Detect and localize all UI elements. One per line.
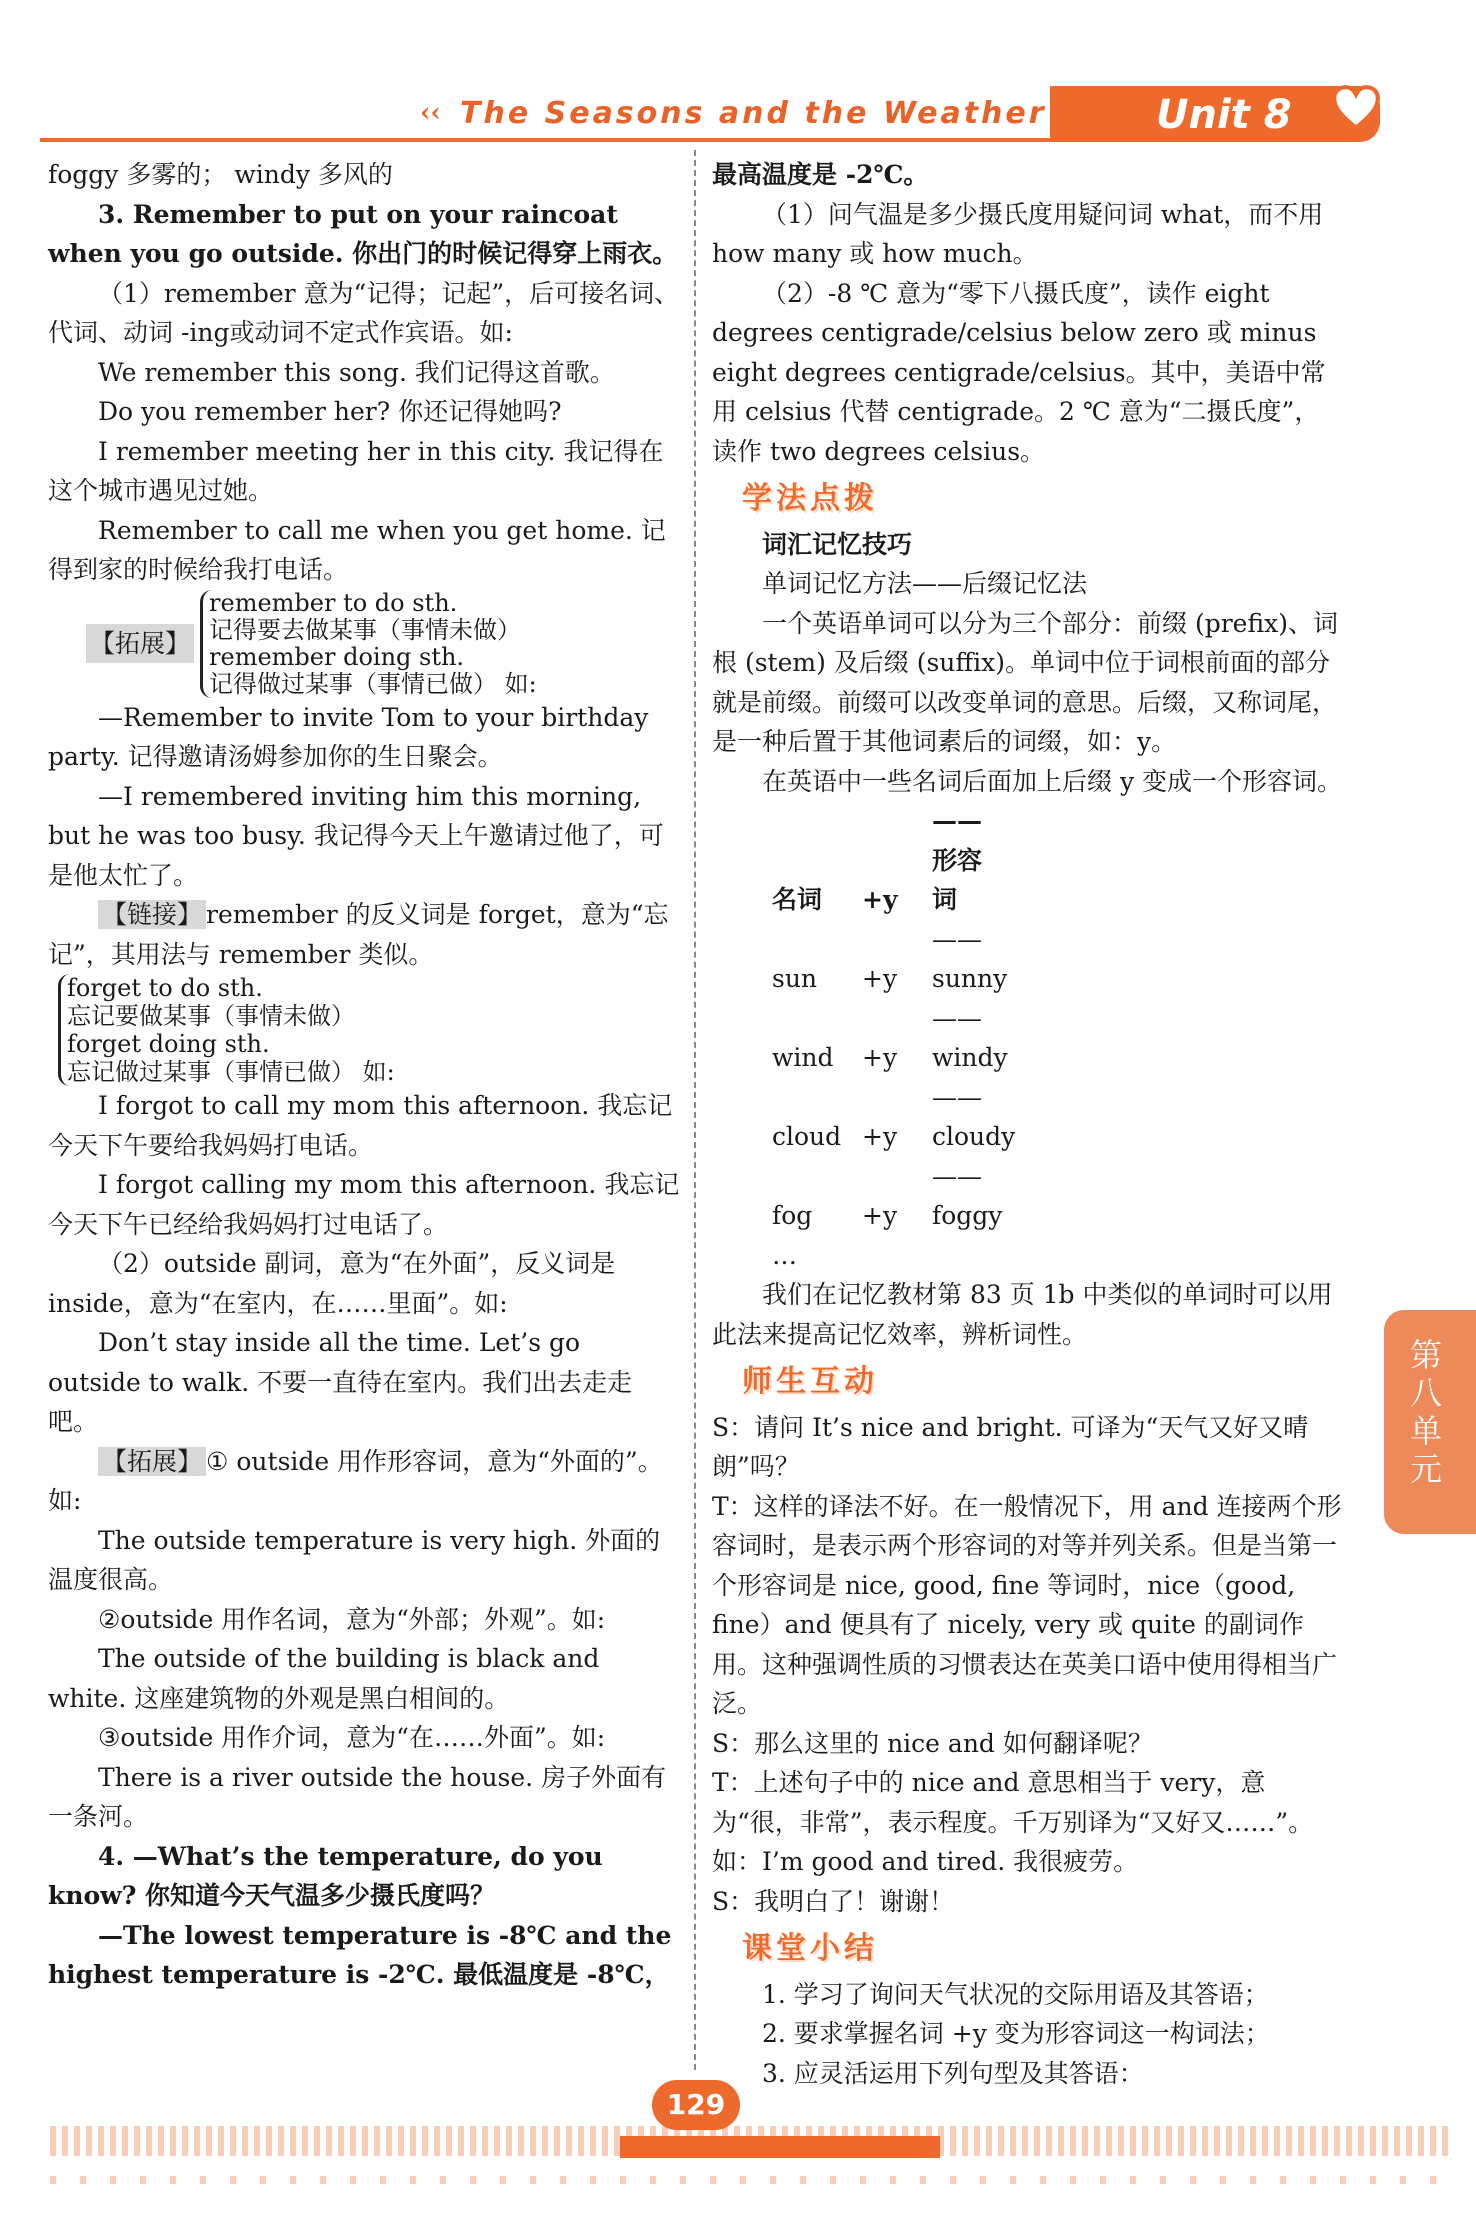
table-row (772, 1078, 1344, 1157)
dialogue-line: S：那么这里的 nice and 如何翻译呢？ (712, 1728, 1153, 1758)
text-line: foggy 多雾的； windy 多风的 (48, 160, 393, 189)
unit-side-tab (1384, 1310, 1476, 1534)
table-cell: sun (772, 964, 818, 993)
brace-item: 记得要去做某事（事情未做） (209, 615, 522, 644)
page-header (40, 86, 1440, 146)
example: Do you remember her? 你还记得她吗? (98, 397, 562, 426)
heart-icon (1330, 82, 1382, 134)
example: Remember to call me when you get home. 记得到家的时候给我打电话。 (48, 515, 666, 584)
brace-item: forget to do sth. (67, 974, 263, 1002)
brace-item: forget doing sth. (67, 1030, 270, 1058)
right-column (712, 155, 1344, 2093)
brace-item: 忘记要做某事（事情未做） (67, 1002, 355, 1030)
table-cell: +y (862, 1122, 898, 1151)
table-row (772, 801, 1344, 920)
paragraph: （1）remember 意为“记得；记起”，后可接名词、代词、动词 -ing或动词不定式作宾语。如: (48, 278, 680, 347)
table-row (772, 999, 1344, 1078)
paragraph: （1）问气温是多少摄氏度用疑问词 what，而不用 how many 或 how much。 (712, 199, 1324, 268)
table-cell: —— sunny (932, 924, 1008, 993)
brace-group (58, 974, 680, 1086)
left-column (48, 155, 680, 1995)
example: Don’t stay inside all the time. Let’s go outside to walk. 不要一直待在室内。我们出去走走吧。 (48, 1328, 633, 1436)
subheading: 单词记忆方法——后缀记忆法 (762, 569, 1088, 598)
dialogue-line: S：请问 It’s nice and bright. 可译为“天气又好又晴朗”吗？ (712, 1412, 1309, 1481)
brace-item: remember to do sth. (209, 588, 458, 617)
table-cell: —— windy (932, 1003, 1008, 1072)
side-tab-label: 第八单元 (1410, 1336, 1443, 1488)
example: There is a river outside the house. 房子外面有一条河。 (48, 1762, 667, 1831)
paragraph: 在英语中一些名词后面加上后缀 y 变成一个形容词。 (762, 766, 1343, 796)
point-4-answer: —The lowest temperature is -8℃ and the highest temperature is -2℃. 最低温度是 -8℃， (48, 1920, 672, 1989)
brace-item: 忘记做过某事（事情已做） 如: (67, 1058, 395, 1086)
page-footer (40, 2080, 1460, 2218)
unit-label: Unit 8 (1156, 92, 1292, 138)
table-cell: cloud (772, 1122, 842, 1151)
page-number: 129 (652, 2080, 740, 2130)
ellipsis: … (772, 1240, 797, 1270)
paragraph: 一个英语单词可以分为三个部分：前缀 (prefix)、词根 (stem) 及后缀 (suffix)。单词中位于词根前面的部分就是前缀。前缀可以改变单词的意思。后缀，又称词尾，是一种后置于其他词素后的词缀，如：y。 (712, 608, 1338, 756)
header-rule (40, 138, 1360, 142)
table-cell: +y (862, 1043, 898, 1072)
example: —I remembered inviting him this morning, but he was too busy. 我记得今天上午邀请过他了，可是他太忙了。 (48, 781, 664, 890)
table-row (772, 1157, 1344, 1236)
example: I forgot calling my mom this afternoon. 我忘记今天下午已经给我妈妈打过电话了。 (48, 1170, 680, 1239)
paragraph: 我们在记忆教材第 83 页 1b 中类似的单词时可以用此法来提高记忆效率，辨析词性。 (712, 1280, 1333, 1349)
table-cell: —— foggy (932, 1161, 1003, 1230)
brace-item: remember doing sth. (209, 642, 465, 671)
table-cell: fog (772, 1201, 813, 1230)
example: The outside of the building is black and white. 这座建筑物的外观是黑白相间的。 (48, 1644, 600, 1713)
paragraph: ②outside 用作名词，意为“外部；外观”。如: (98, 1604, 606, 1634)
footer-bar (620, 2136, 940, 2158)
table-row (772, 920, 1344, 999)
point-3-heading: 3. Remember to put on your raincoat when you go outside. 你出门的时候记得穿上雨衣。 (48, 199, 678, 268)
link-paragraph (48, 895, 680, 974)
example: —Remember to invite Tom to your birthday party. 记得邀请汤姆参加你的生日聚会。 (48, 702, 649, 771)
column-divider (694, 150, 696, 2070)
example: The outside temperature is very high. 外面的温度很高。 (48, 1525, 661, 1594)
table-cell: ——形容词 (932, 806, 983, 914)
arrows-icon: ‹‹ (420, 98, 441, 128)
dialogue-line: T：上述句子中的 nice and 意思相当于 very，意为“很，非常”，表示程度。千万别译为“又好又……”。如：I’m good and tired. 我很疲劳。 (712, 1768, 1314, 1876)
header-title: The Seasons and the Weather (460, 96, 1047, 131)
dialogue-line: T：这样的译法不好。在一般情况下，用 and 连接两个形容词时，是表示两个形容词的对等并列关系。但是当第一个形容词是 nice, good, fine 等词时，nice（good, fine）and 便具有了 nicely, very 或 quite 的副词作用。这种强调性质的习惯表达在英美口语中使用得相当广泛。 (712, 1491, 1342, 1718)
section-title-teacher-student: 师生互动 (742, 1364, 878, 1399)
example: We remember this song. 我们记得这首歌。 (98, 357, 615, 387)
section-title-summary: 课堂小结 (742, 1931, 878, 1966)
link-text: remember 的反义词是 forget，意为“忘记”，其用法与 remember 类似。 (48, 900, 669, 969)
subheading: 词汇记忆技巧 (762, 529, 913, 559)
table-cell: +y (862, 964, 898, 993)
table-cell: +y (862, 885, 898, 914)
footer-dots (50, 2176, 1450, 2184)
extension-text: ① outside 用作形容词，意为“外面的”。如: (48, 1446, 663, 1515)
point-4-heading: 4. —What’s the temperature, do you know? 你知道今天气温多少摄氏度吗？ (48, 1841, 603, 1910)
text-line: 最高温度是 -2℃。 (712, 160, 929, 189)
extension-tag: 【拓展】 (86, 624, 194, 664)
paragraph: （2）-8 ℃ 意为“零下八摄氏度”，读作 eight degrees centigrade/celsius below zero 或 minus eight degrees centigrade/celsius。其中，美语中常用 celsius 代替 centigrade。2 ℃ 意为“二摄氏度”，读作 two degrees celsius。 (712, 278, 1326, 466)
table-cell: 名词 (772, 885, 823, 914)
summary-item: 3. 应灵活运用下列句型及其答语： (762, 2058, 1144, 2088)
summary-item: 2. 要求掌握名词 +y 变为形容词这一构词法； (762, 2019, 1270, 2048)
suffix-table (772, 801, 1344, 1275)
dialogue-line: S：我明白了！谢谢！ (712, 1886, 955, 1916)
extension-paragraph (48, 1442, 680, 1521)
link-tag: 【链接】 (98, 900, 206, 929)
paragraph: （2）outside 副词，意为“在外面”，反义词是 inside，意为“在室内，在……里面”。如: (48, 1249, 616, 1318)
brace-item: 记得做过某事（事情已做） 如: (209, 669, 537, 698)
section-title-study-tips: 学法点拨 (742, 481, 878, 516)
table-cell: +y (862, 1201, 898, 1230)
table-cell: —— cloudy (932, 1082, 1016, 1151)
brace-group (200, 590, 537, 698)
example: I forgot to call my mom this afternoon. 我忘记今天下午要给我妈妈打电话。 (48, 1091, 673, 1160)
extension-tag: 【拓展】 (98, 1447, 206, 1476)
example: I remember meeting her in this city. 我记得在这个城市遇见过她。 (48, 436, 664, 505)
summary-item: 1. 学习了询问天气状况的交际用语及其答语； (762, 1979, 1269, 2009)
paragraph: ③outside 用作介词，意为“在……外面”。如: (98, 1723, 606, 1752)
table-cell: wind (772, 1043, 834, 1072)
extension-block (86, 590, 680, 698)
